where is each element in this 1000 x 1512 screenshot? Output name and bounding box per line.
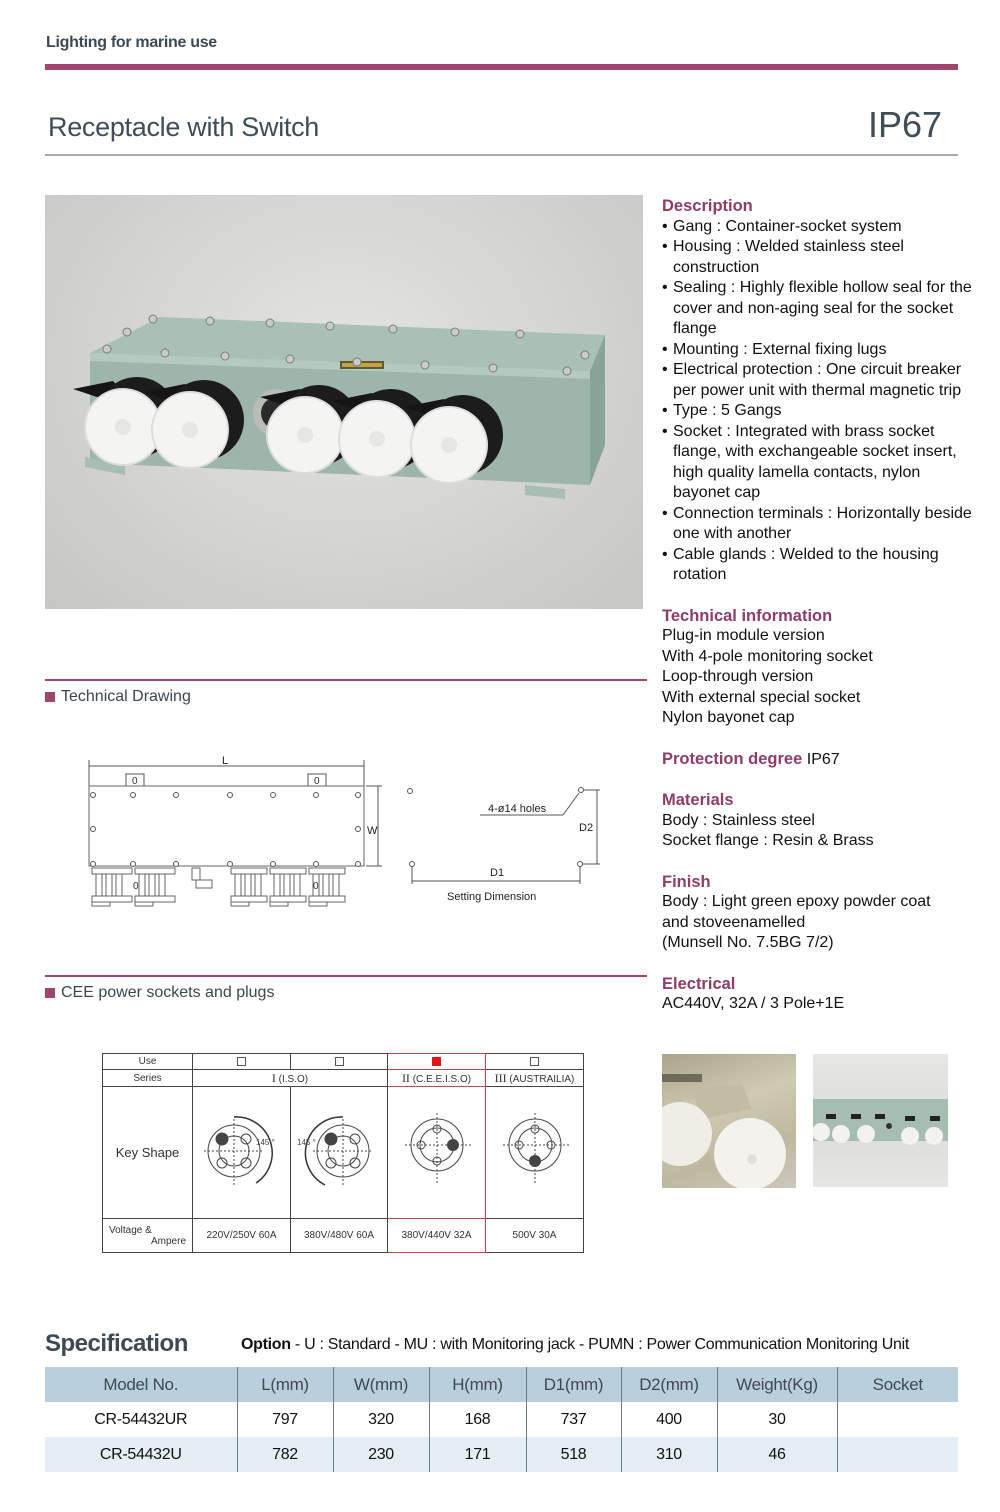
series-australia: III (AUSTRAILIA) (486, 1070, 584, 1087)
svg-text:4-ø14 holes: 4-ø14 holes (488, 803, 547, 815)
key-shape-4 (486, 1087, 584, 1219)
svg-text:145 °: 145 ° (297, 1138, 316, 1147)
thumbnail-photo-front (813, 1054, 948, 1187)
key-shape-label: Key Shape (103, 1087, 193, 1219)
protection-degree-value: IP67 (806, 750, 840, 768)
front-view-illustration (813, 1054, 948, 1187)
section-marker-icon (45, 988, 55, 998)
finish-heading: Finish (662, 872, 711, 891)
table-cell (837, 1402, 958, 1437)
specification-table (45, 1367, 958, 1472)
voltage-1: 220V/250V 60A (193, 1219, 291, 1253)
column-header: H(mm) (429, 1367, 526, 1402)
materials-heading: Materials (662, 791, 734, 809)
cee-section-label: CEE power sockets and plugs (61, 984, 275, 1001)
technical-drawing-title (45, 688, 191, 706)
description-item: • Gang : Container-socket system (662, 217, 972, 238)
key-shape-1 (193, 1087, 291, 1219)
description-item: • Housing : Welded stainless steel construction (662, 237, 972, 278)
svg-text:0: 0 (314, 776, 320, 787)
table-cell (837, 1437, 958, 1472)
receptacle-box-illustration (45, 195, 643, 609)
voltage-3: 380V/440V 32A (388, 1219, 486, 1253)
column-header: D2(mm) (621, 1367, 717, 1402)
table-cell: 518 (526, 1437, 621, 1472)
svg-text:Setting Dimension: Setting Dimension (447, 891, 537, 903)
spec-details-column (662, 196, 972, 1015)
key-shape-australia-icon (487, 1087, 583, 1215)
svg-text:0: 0 (132, 776, 138, 787)
description-item: • Mounting : External fixing lugs (662, 340, 972, 361)
page-title: Receptacle with Switch (48, 112, 320, 142)
series-iso: I (I.S.O) (193, 1070, 388, 1087)
use-label: Use (103, 1054, 193, 1070)
description-list (662, 217, 972, 586)
series-label: Series (103, 1070, 193, 1087)
description-heading: Description (662, 197, 753, 215)
table-cell: 400 (621, 1402, 717, 1437)
cee-socket-table (102, 1053, 584, 1253)
table-row (45, 1437, 958, 1472)
description-item: • Electrical protection : One circuit breaker per power unit with thermal magnetic trip (662, 360, 972, 401)
use-checkbox-1[interactable] (193, 1054, 291, 1070)
table-cell: 782 (237, 1437, 333, 1472)
table-cell: 46 (717, 1437, 837, 1472)
technical-info-line: With 4-pole monitoring socket (662, 647, 873, 665)
materials-line: Body : Stainless steel (662, 811, 815, 829)
key-shape-cee-icon (389, 1087, 485, 1215)
column-header: W(mm) (333, 1367, 429, 1402)
svg-text:D1: D1 (490, 867, 505, 879)
table-cell: 310 (621, 1437, 717, 1472)
description-item: • Cable glands : Welded to the housing rotation (662, 545, 972, 586)
key-shape-iso-3p-icon (291, 1087, 387, 1215)
table-cell: 171 (429, 1437, 526, 1472)
finish-line: and stoveenamelled (662, 913, 806, 931)
dimension-drawing (80, 748, 620, 918)
svg-text:0: 0 (133, 881, 139, 892)
table-cell: 168 (429, 1402, 526, 1437)
model-cell: CR-54432U (45, 1437, 237, 1472)
specification-heading: Specification (45, 1330, 188, 1357)
protection-degree-heading: Protection degree (662, 749, 803, 768)
svg-text:W: W (367, 825, 378, 837)
svg-text:145 °: 145 ° (255, 1138, 275, 1147)
series-cee: II (C.E.E.I.S.O) (388, 1070, 486, 1087)
protection-degree (662, 749, 972, 771)
table-cell: 797 (237, 1402, 333, 1437)
technical-drawing-divider (45, 679, 647, 681)
key-shape-2 (291, 1087, 388, 1219)
technical-drawing-label: Technical Drawing (61, 688, 191, 705)
title-divider (45, 154, 958, 156)
checkbox-checked-icon (432, 1057, 441, 1066)
model-cell: CR-54432UR (45, 1402, 237, 1437)
description-item: • Connection terminals : Horizontally beside one with another (662, 504, 972, 545)
use-checkbox-2[interactable] (291, 1054, 388, 1070)
column-header: Socket (837, 1367, 958, 1402)
cee-divider (45, 975, 647, 977)
voltage-4: 500V 30A (486, 1219, 584, 1253)
closeup-illustration (662, 1054, 796, 1188)
cee-section-title (45, 984, 274, 1002)
column-header: Model No. (45, 1367, 237, 1402)
svg-text:L: L (222, 755, 229, 767)
technical-info-heading: Technical information (662, 606, 833, 625)
finish-line: (Munsell No. 7.5BG 7/2) (662, 934, 834, 951)
category-label: Lighting for marine use (46, 34, 217, 51)
product-photo (45, 195, 643, 609)
checkbox-icon (237, 1057, 246, 1066)
technical-info-line: Plug-in module version (662, 627, 825, 644)
column-header: D1(mm) (526, 1367, 621, 1402)
table-row (45, 1402, 958, 1437)
description-item: • Sealing : Highly flexible hollow seal for the cover and non-aging seal for the socket flange (662, 278, 972, 340)
use-checkbox-3[interactable] (388, 1054, 486, 1070)
description-item: • Type : 5 Gangs (662, 401, 972, 422)
category-divider (45, 64, 958, 70)
technical-info-line: With external special socket (662, 688, 861, 706)
table-cell: 737 (526, 1402, 621, 1437)
description-item: • Socket : Integrated with brass socket flange, with exchangeable socket insert, high quality lamella contacts, nylon bayonet cap (662, 422, 972, 504)
table-cell: 230 (333, 1437, 429, 1472)
use-checkbox-4[interactable] (486, 1054, 584, 1070)
finish-line: Body : Light green epoxy powder coat (662, 893, 931, 910)
section-marker-icon (45, 692, 55, 702)
column-header: Weight(Kg) (717, 1367, 837, 1402)
checkbox-icon (335, 1057, 344, 1066)
voltage-label: Voltage & Ampere (103, 1219, 193, 1253)
thumbnail-photo-closeup (662, 1054, 796, 1188)
specification-options: Option - U : Standard - MU : with Monitoring jack - PUMN : Power Communication Monitoring Unit (241, 1336, 909, 1353)
technical-info-line: Loop-through version (662, 668, 814, 685)
materials-line: Socket flange : Resin & Brass (662, 832, 874, 849)
electrical-heading: Electrical (662, 974, 736, 993)
table-cell: 30 (717, 1402, 837, 1437)
table-cell: 320 (333, 1402, 429, 1437)
column-header: L(mm) (237, 1367, 333, 1402)
svg-text:D2: D2 (579, 822, 594, 834)
checkbox-icon (530, 1057, 539, 1066)
key-shape-iso-2p-icon (194, 1087, 290, 1215)
ip-rating-badge: IP67 (867, 104, 942, 145)
technical-info-line: Nylon bayonet cap (662, 709, 795, 726)
voltage-2: 380V/480V 60A (291, 1219, 388, 1253)
key-shape-3 (388, 1087, 486, 1219)
svg-text:0: 0 (313, 881, 319, 892)
table-header-row (45, 1367, 958, 1402)
technical-drawing (80, 748, 620, 918)
electrical-value: AC440V, 32A / 3 Pole+1E (662, 995, 845, 1012)
